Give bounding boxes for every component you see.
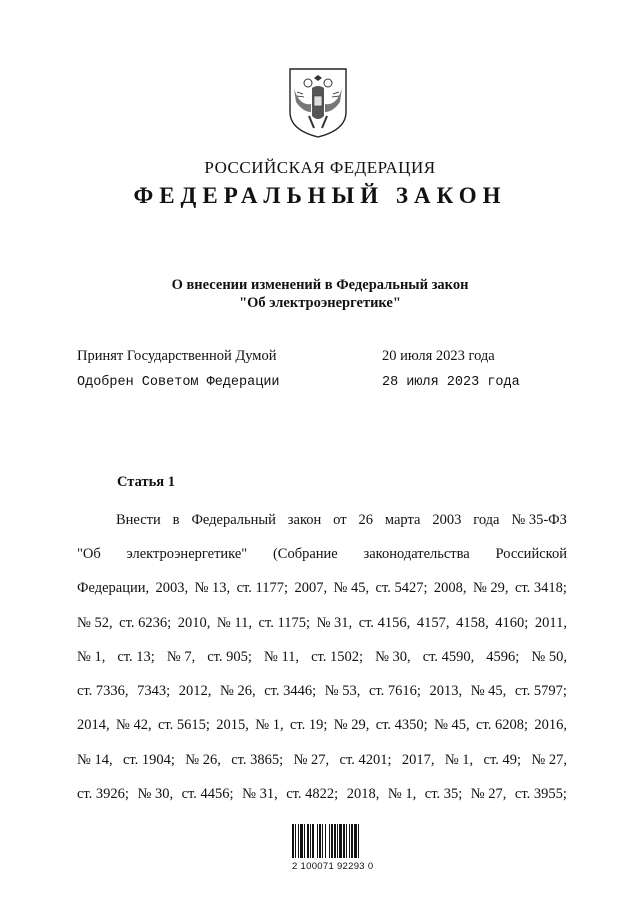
body-word: года	[473, 511, 500, 528]
body-word: ст. 3926;	[77, 786, 129, 803]
body-word: ст. 3446;	[264, 683, 317, 700]
body-word: № 11,	[264, 648, 300, 665]
article-body-line	[77, 674, 567, 708]
body-word: № 26,	[185, 751, 221, 768]
body-word: ст. 1904;	[122, 751, 175, 768]
body-word: № 11,	[216, 614, 252, 631]
body-word: ст. 4156,	[358, 614, 411, 631]
body-word: ст. 4456;	[181, 786, 234, 803]
body-word: от	[333, 511, 347, 528]
body-word: № 30,	[375, 648, 411, 665]
barcode-bar	[292, 824, 294, 858]
body-word: ст. 5427;	[375, 580, 428, 597]
barcode-bar	[349, 824, 350, 858]
law-type-heading: ФЕДЕРАЛЬНЫЙ ЗАКОН	[133, 183, 507, 208]
law-title-line-1: О внесении изменений в Федеральный закон	[171, 277, 469, 293]
barcode-number: 2 100071 92293 0	[292, 861, 374, 872]
barcode-bar	[358, 824, 359, 858]
body-word: ст. 7616;	[368, 683, 421, 700]
body-word: 2012,	[178, 683, 212, 700]
body-word: № 45,	[333, 580, 370, 597]
body-word: 2015,	[216, 717, 249, 734]
barcode-bar	[337, 824, 338, 858]
barcode-bar	[346, 824, 347, 858]
body-word: ст. 4350;	[375, 717, 428, 734]
body-word: № 1,	[255, 717, 284, 734]
body-word: марта	[384, 511, 421, 528]
barcode-bar	[325, 824, 326, 858]
body-word: № 27,	[293, 751, 330, 768]
body-word: № 30,	[137, 786, 174, 803]
council-approval-date: 28 июля 2023 года	[382, 375, 520, 390]
body-word: 4596;	[486, 648, 520, 665]
body-word: ст. 3418;	[514, 580, 567, 597]
body-word: 2014,	[77, 717, 110, 734]
body-word: электроэнергетике"	[126, 545, 248, 562]
barcode-bar	[354, 824, 357, 858]
body-word: (Собрание	[272, 545, 338, 562]
body-word: ст. 1175;	[258, 614, 310, 631]
body-word: 26	[358, 511, 373, 528]
article-body	[77, 503, 567, 812]
body-word: ст. 1177;	[236, 580, 289, 597]
body-word: 2017,	[401, 751, 435, 768]
body-word: ст. 4590,	[422, 648, 475, 665]
body-word: ст. 3865;	[231, 751, 284, 768]
body-word: 4157,	[416, 614, 450, 631]
body-word: ст. 13;	[117, 648, 155, 665]
body-word: № 26,	[220, 683, 256, 700]
body-word: № 14,	[77, 751, 113, 768]
duma-adoption-date: 20 июля 2023 года	[382, 348, 495, 364]
body-word: ст. 5615;	[157, 717, 210, 734]
body-word: закон	[287, 511, 322, 528]
body-word: № 45,	[434, 717, 470, 734]
duma-adoption-label: Принят Государственной Думой	[77, 348, 277, 364]
body-word: законодательства	[363, 545, 470, 562]
body-word: № 7,	[166, 648, 196, 665]
body-word: ст. 6208;	[476, 717, 528, 734]
council-approval-label: Одобрен Советом Федерации	[77, 375, 280, 390]
article-body-line	[77, 709, 567, 743]
body-word: № 27,	[531, 751, 567, 768]
country-name: РОССИЙСКАЯ ФЕДЕРАЦИЯ	[204, 158, 436, 177]
body-word: № 29,	[333, 717, 370, 734]
barcode-bar	[304, 824, 305, 858]
article-body-line	[77, 572, 567, 606]
body-word: 2008,	[433, 580, 467, 597]
body-word: 2010,	[177, 614, 211, 631]
body-word: 4158,	[456, 614, 489, 631]
body-word: ст. 4201;	[339, 751, 392, 768]
body-word: 2003	[432, 511, 462, 528]
body-word: 2016,	[534, 717, 567, 734]
barcode-bar	[295, 824, 296, 858]
body-word: № 53,	[324, 683, 361, 700]
body-word: № 42,	[115, 717, 152, 734]
article-body-line	[77, 777, 567, 811]
barcode-bar	[300, 824, 303, 858]
barcode-bar	[339, 824, 342, 858]
barcode-bar	[334, 824, 336, 858]
body-word: "Об	[77, 545, 101, 562]
body-word: ст. 905;	[207, 648, 252, 665]
barcode-bar	[312, 824, 314, 858]
article-body-line	[77, 537, 567, 571]
barcode-bar	[322, 824, 323, 858]
article-heading: Статья 1	[117, 474, 175, 490]
body-word: 2013,	[429, 683, 463, 700]
body-word: № 31,	[242, 786, 278, 803]
article-body-line	[77, 606, 567, 640]
body-word: № 1,	[387, 786, 417, 803]
body-word: Внести	[116, 511, 161, 528]
body-word: ст. 4822;	[286, 786, 339, 803]
body-word: ст. 5797;	[514, 683, 567, 700]
body-word: Федерации,	[77, 580, 150, 597]
barcode-bar	[307, 824, 309, 858]
body-word: № 52,	[77, 614, 113, 631]
barcode-bar	[317, 824, 318, 858]
body-word: № 1,	[77, 648, 106, 665]
article-body-line	[77, 640, 567, 674]
body-word: Российской	[495, 545, 567, 562]
body-word: ст. 6236;	[119, 614, 172, 631]
body-word: ст. 3955;	[514, 786, 567, 803]
body-word: № 50,	[531, 648, 567, 665]
body-word: в	[172, 511, 180, 528]
body-word: № 31,	[316, 614, 353, 631]
body-word: № 1,	[444, 751, 474, 768]
law-title	[0, 276, 640, 312]
body-word: 7343;	[137, 683, 171, 700]
body-word: № 29,	[472, 580, 509, 597]
body-word: Федеральный	[191, 511, 276, 528]
law-title-line-2: "Об электроэнергетике"	[239, 295, 401, 311]
barcode-bar	[331, 824, 333, 858]
body-word: ст. 1502;	[311, 648, 364, 665]
barcode-bar	[310, 824, 311, 858]
barcode-bar	[351, 824, 353, 858]
barcode-bar	[343, 824, 345, 858]
barcode-bar	[319, 824, 321, 858]
coat-of-arms-emblem	[287, 66, 349, 140]
body-word: № 35-ФЗ	[511, 511, 567, 528]
body-word: № 13,	[194, 580, 231, 597]
article-body-line	[77, 743, 567, 777]
barcode-bar	[329, 824, 330, 858]
body-word: ст. 19;	[289, 717, 328, 734]
body-word: ст. 35;	[424, 786, 463, 803]
barcode-bar	[298, 824, 299, 858]
body-word: 4160;	[495, 614, 529, 631]
body-word: № 45,	[470, 683, 507, 700]
body-word: 2018,	[346, 786, 380, 803]
body-word: 2011,	[534, 614, 567, 631]
barcode	[291, 824, 371, 858]
body-word: 2007,	[294, 580, 328, 597]
body-word: 2003,	[155, 580, 189, 597]
body-word: ст. 7336,	[77, 683, 129, 700]
body-word: № 27,	[470, 786, 507, 803]
article-body-line	[77, 503, 567, 537]
body-word: ст. 49;	[483, 751, 521, 768]
